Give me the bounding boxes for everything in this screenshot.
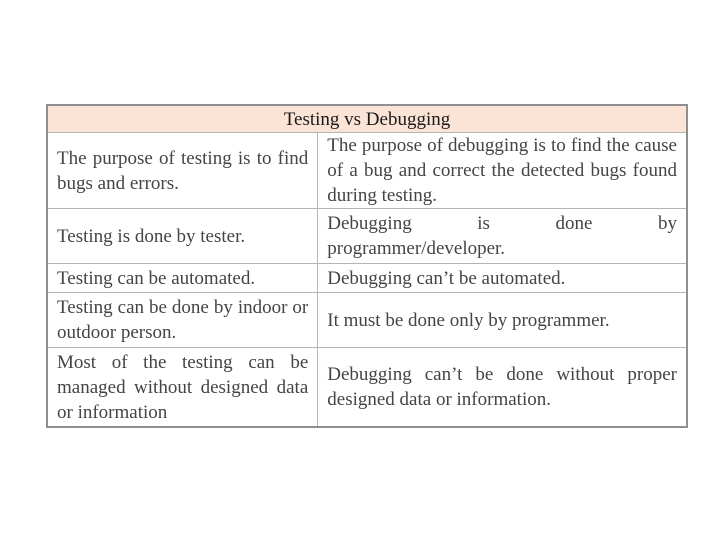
table-row: [47, 264, 687, 293]
testing-cell: The purpose of testing is to find bugs and errors.: [47, 133, 318, 209]
debugging-cell: Debugging is done by programmer/developer.: [318, 209, 687, 264]
testing-cell: Testing is done by tester.: [47, 209, 318, 264]
testing-cell: Testing can be done by indoor or outdoor person.: [47, 293, 318, 348]
table-row: [47, 293, 687, 348]
debugging-cell: The purpose of debugging is to find the cause of a bug and correct the detected bugs found during testing.: [318, 133, 687, 209]
table-row: [47, 348, 687, 428]
debugging-cell: Debugging can’t be automated.: [318, 264, 687, 293]
table-row: [47, 133, 687, 209]
testing-vs-debugging-table: [46, 104, 688, 428]
debugging-cell: It must be done only by programmer.: [318, 293, 687, 348]
table-row: [47, 209, 687, 264]
testing-cell: Testing can be automated.: [47, 264, 318, 293]
table-header-row: [47, 105, 687, 133]
table-title: Testing vs Debugging: [47, 105, 687, 133]
debugging-cell: Debugging can’t be done without proper designed data or information.: [318, 348, 687, 428]
testing-cell: Most of the testing can be managed without designed data or information: [47, 348, 318, 428]
